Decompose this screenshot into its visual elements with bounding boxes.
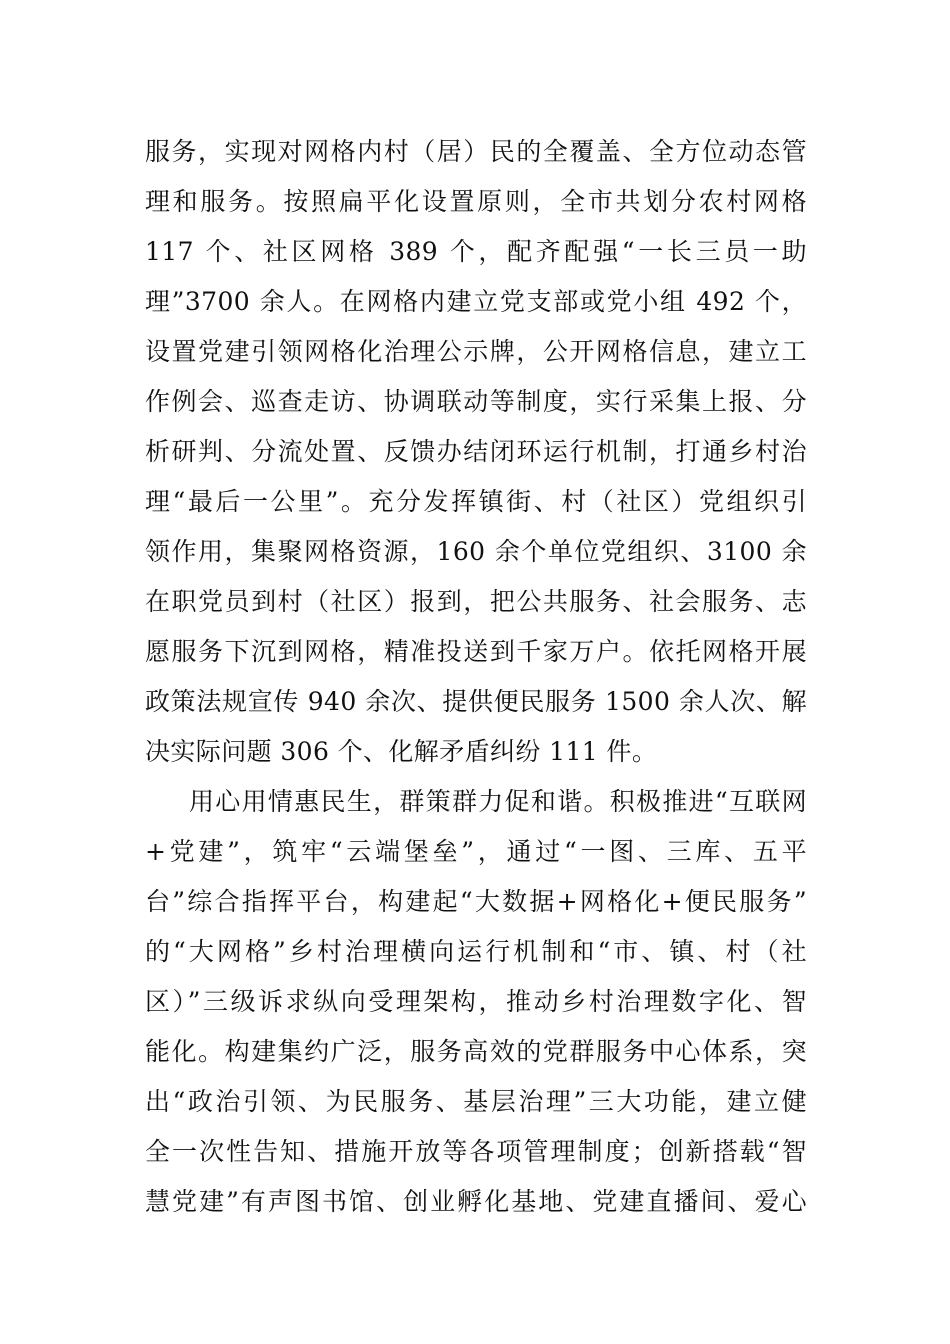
text-line: 理”3700 余人。在网格内建立党支部或党小组 492 个，	[145, 287, 807, 316]
text-line-last: 决实际问题 306 个、化解矛盾纠纷 111 件。	[145, 737, 658, 766]
text-line: 设置党建引领网格化治理公示牌，公开网格信息，建立工	[145, 337, 807, 366]
text-line: 在职党员到村（社区）报到，把公共服务、社会服务、志	[145, 587, 807, 616]
text-line: 析研判、分流处置、反馈办结闭环运行机制，打通乡村治	[145, 437, 807, 466]
text-line: 作例会、巡查走访、协调联动等制度，实行采集上报、分	[145, 387, 807, 416]
text-line: 理“最后一公里”。充分发挥镇街、村（社区）党组织引	[145, 487, 807, 516]
text-line: 台”综合指挥平台，构建起“大数据+网格化+便民服务”	[145, 887, 807, 916]
text-line: 出“政治引领、为民服务、基层治理”三大功能，建立健	[145, 1087, 807, 1116]
text-line-first-indented: 用心用情惠民生，群策群力促和谐。积极推进“互联网	[189, 787, 807, 816]
text-line: 政策法规宣传 940 余次、提供便民服务 1500 余人次、解	[145, 687, 807, 716]
paragraph-2	[145, 777, 807, 1227]
text-line: 全一次性告知、措施开放等各项管理制度；创新搭载“智	[145, 1137, 807, 1166]
text-line: 的“大网格”乡村治理横向运行机制和“市、镇、村（社	[145, 937, 807, 966]
text-line: 领作用，集聚网格资源，160 余个单位党组织、3100 余	[145, 537, 807, 566]
text-line: 理和服务。按照扁平化设置原则，全市共划分农村网格	[145, 187, 807, 216]
document-body	[145, 127, 807, 1227]
text-line: 区）”三级诉求纵向受理架构，推动乡村治理数字化、智	[145, 987, 807, 1016]
text-line: 117 个、社区网格 389 个，配齐配强“一长三员一助	[145, 237, 807, 266]
text-line: +党建”，筑牢“云端堡垒”，通过“一图、三库、五平	[145, 837, 807, 866]
paragraph-1	[145, 127, 807, 777]
text-line: 服务，实现对网格内村（居）民的全覆盖、全方位动态管	[145, 137, 807, 166]
text-line: 慧党建”有声图书馆、创业孵化基地、党建直播间、爱心	[145, 1187, 807, 1216]
text-line: 能化。构建集约广泛，服务高效的党群服务中心体系，突	[145, 1037, 807, 1066]
text-line: 愿服务下沉到网格，精准投送到千家万户。依托网格开展	[145, 637, 807, 666]
